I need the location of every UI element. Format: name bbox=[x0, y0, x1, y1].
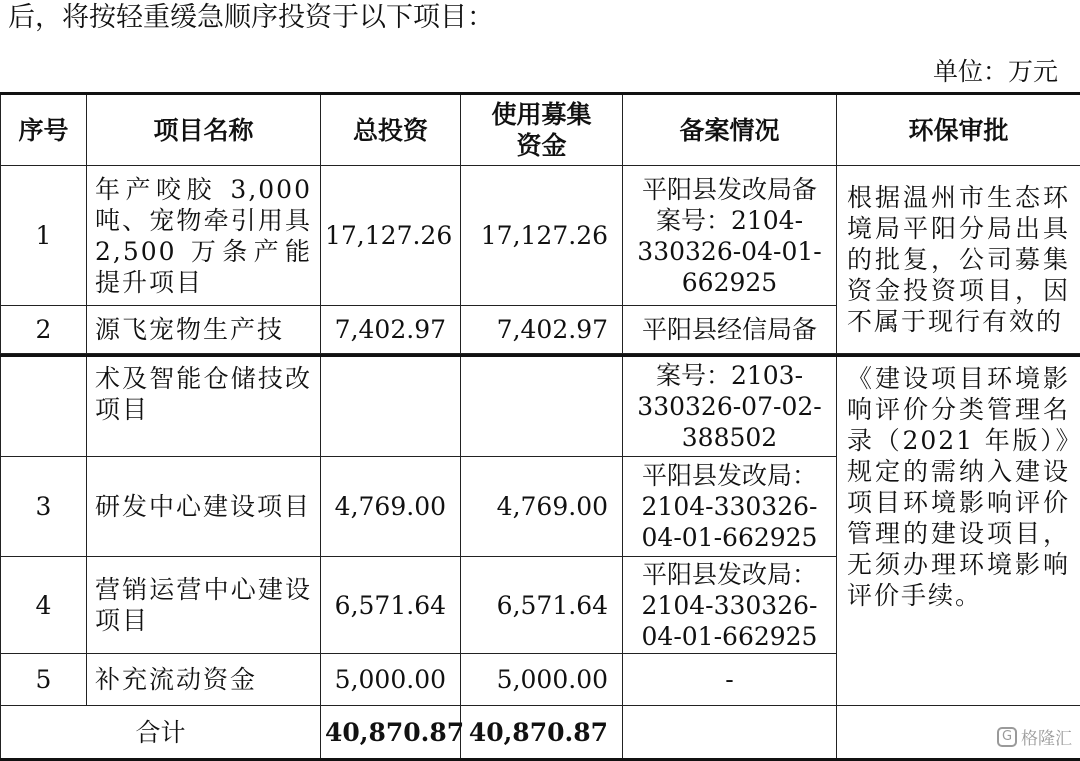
row2-name-a: 源飞宠物生产技 bbox=[87, 306, 321, 354]
row2-no: 2 bbox=[1, 306, 87, 354]
intro-text: 后，将按轻重缓急顺序投资于以下项目： bbox=[8, 0, 494, 36]
env-approval-a: 根据温州市生态环境局平阳分局出具的批复，公司募集资金投资项目，因不属于现行有效的 bbox=[837, 166, 1080, 354]
row2-no-cont bbox=[1, 356, 87, 457]
row2-name-b: 术及智能仓储技改项目 bbox=[87, 356, 321, 457]
total-filing-empty bbox=[623, 706, 837, 760]
row3-name: 研发中心建设项目 bbox=[87, 457, 321, 557]
header-name: 项目名称 bbox=[87, 94, 321, 166]
investment-table-upper bbox=[0, 92, 1080, 354]
header-env: 环保审批 bbox=[837, 94, 1080, 166]
total-raised: 40,870.87 bbox=[461, 706, 623, 760]
row2-filing-b: 案号：2103-330326-07-02-388502 bbox=[623, 356, 837, 457]
header-filing: 备案情况 bbox=[623, 94, 837, 166]
row2-raised: 7,402.97 bbox=[461, 306, 623, 354]
header-total: 总投资 bbox=[321, 94, 461, 166]
total-label: 合计 bbox=[1, 706, 321, 760]
env-approval-b: 《建设项目环境影响评价分类管理名录（2021 年版）》规定的需纳入建设项目环境影响评价管理的建设项目，无须办理环境影响评价手续。 bbox=[837, 356, 1080, 706]
investment-table-lower bbox=[0, 354, 1080, 761]
row5-raised: 5,000.00 bbox=[461, 654, 623, 706]
row4-raised: 6,571.64 bbox=[461, 557, 623, 654]
row2-total: 7,402.97 bbox=[321, 306, 461, 354]
row2-raised-cont bbox=[461, 356, 623, 457]
total-investment: 40,870.87 bbox=[321, 706, 461, 760]
row5-total: 5,000.00 bbox=[321, 654, 461, 706]
row5-name: 补充流动资金 bbox=[87, 654, 321, 706]
unit-label: 单位：万元 bbox=[933, 56, 1058, 88]
row1-name: 年产咬胶 3,000 吨、宠物牵引用具 2,500 万条产能提升项目 bbox=[87, 166, 321, 306]
table-header-row bbox=[1, 94, 1080, 166]
row3-total: 4,769.00 bbox=[321, 457, 461, 557]
watermark-text: 格隆汇 bbox=[1021, 724, 1072, 749]
row5-no: 5 bbox=[1, 654, 87, 706]
row3-filing: 平阳县发改局：2104-330326-04-01-662925 bbox=[623, 457, 837, 557]
header-no: 序号 bbox=[1, 94, 87, 166]
table-row bbox=[1, 356, 1080, 457]
row3-no: 3 bbox=[1, 457, 87, 557]
row2-total-cont bbox=[321, 356, 461, 457]
row1-raised: 17,127.26 bbox=[461, 166, 623, 306]
total-row bbox=[1, 706, 1080, 760]
table-row bbox=[1, 166, 1080, 306]
row3-raised: 4,769.00 bbox=[461, 457, 623, 557]
row4-name: 营销运营中心建设项目 bbox=[87, 557, 321, 654]
watermark-logo-icon: G bbox=[997, 727, 1017, 747]
row4-filing: 平阳县发改局：2104-330326-04-01-662925 bbox=[623, 557, 837, 654]
watermark bbox=[997, 724, 1072, 749]
header-raised: 使用募集资金 bbox=[461, 94, 623, 166]
row1-filing: 平阳县发改局备案号：2104-330326-04-01-662925 bbox=[623, 166, 837, 306]
row4-no: 4 bbox=[1, 557, 87, 654]
row2-filing-a: 平阳县经信局备 bbox=[623, 306, 837, 354]
row5-filing: - bbox=[623, 654, 837, 706]
row1-no: 1 bbox=[1, 166, 87, 306]
row1-total: 17,127.26 bbox=[321, 166, 461, 306]
row4-total: 6,571.64 bbox=[321, 557, 461, 654]
